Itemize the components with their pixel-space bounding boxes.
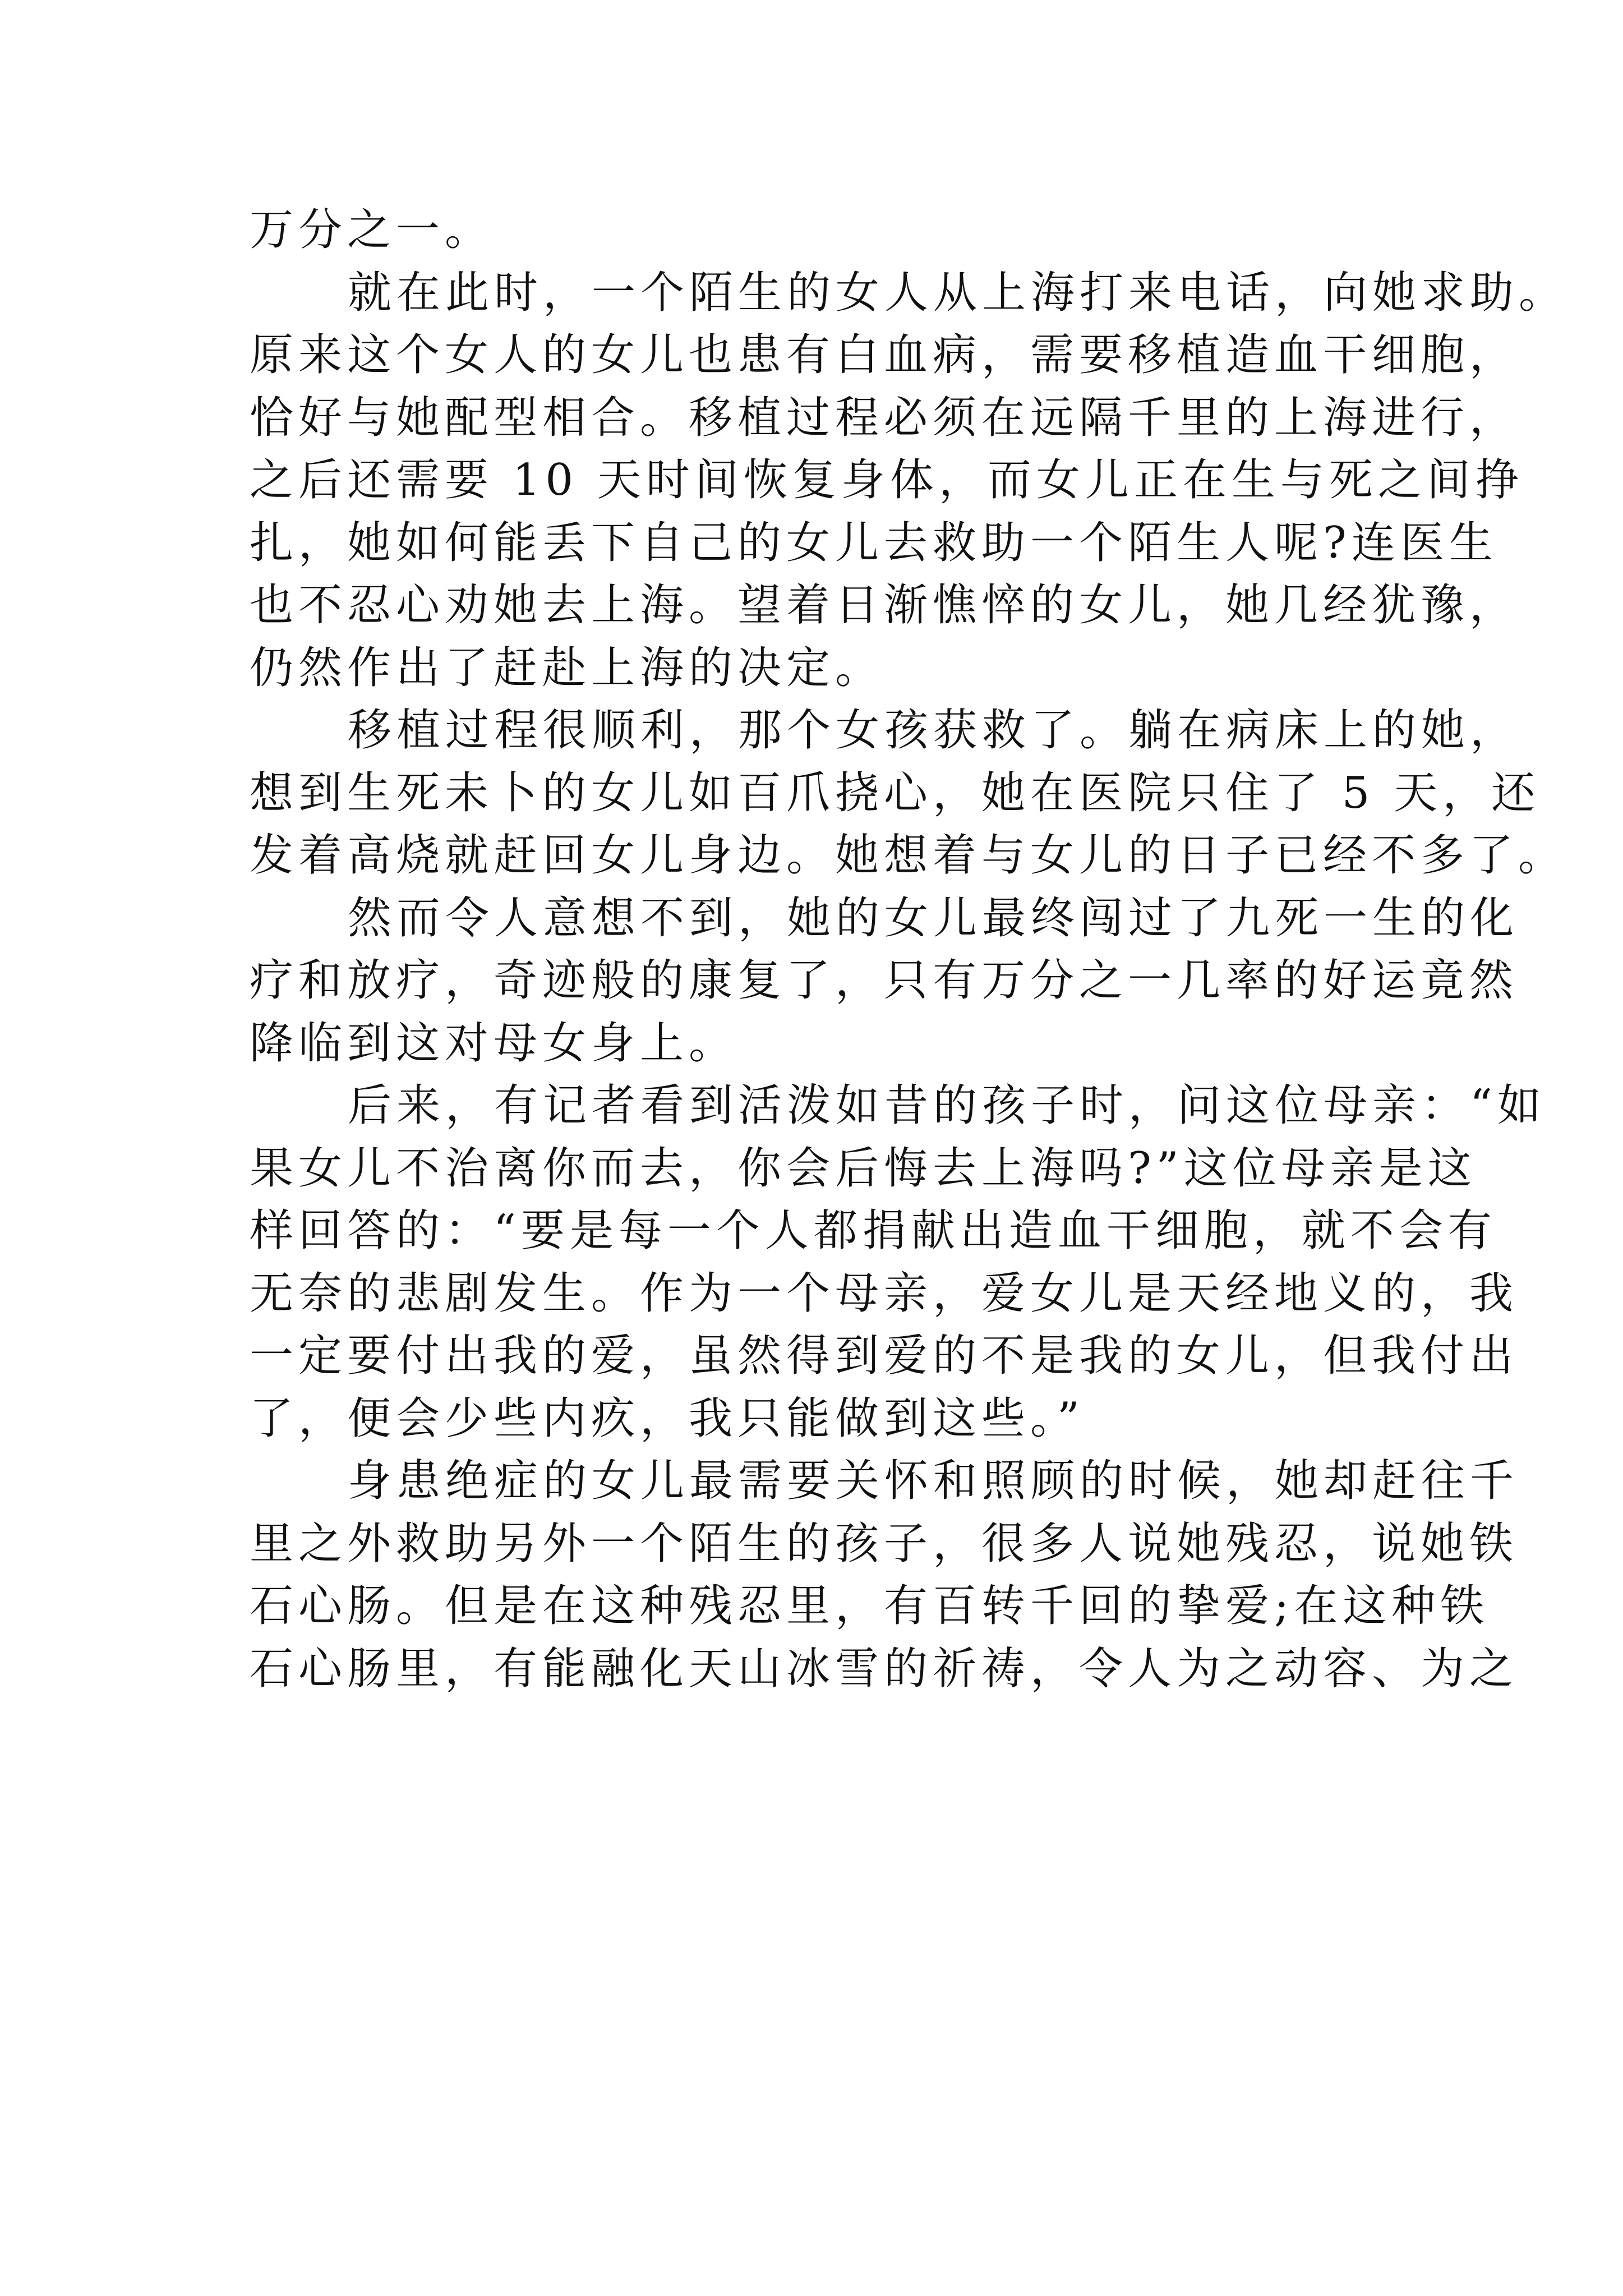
paragraph-5 [250, 1075, 1546, 1450]
text-line: 降临到这对母女身上。 [250, 1018, 738, 1069]
paragraph-2 [250, 262, 1568, 700]
body-text [250, 199, 1568, 1700]
paragraph-4 [250, 887, 1519, 1075]
text-line: 样回答的：“要是每一个人都捐献出造血干细胞，就不会有 [250, 1205, 1497, 1256]
text-line: 了，便会少些内疚，我只能做到这些。” [250, 1393, 1085, 1444]
text-line: 里之外救助另外一个陌生的孩子，很多人说她残忍，说她铁 [250, 1518, 1519, 1569]
text-line: 身患绝症的女儿最需要关怀和照顾的时候，她却赶往千 [348, 1456, 1519, 1506]
text-line: 一定要付出我的爱，虽然得到爱的不是我的女儿，但我付出 [250, 1331, 1519, 1381]
text-line: 仍然作出了赶赴上海的决定。 [250, 642, 884, 693]
text-line: 想到生死未卜的女儿如百爪挠心，她在医院只住了 5 天，还 [250, 767, 1541, 818]
text-line: 扎，她如何能丢下自己的女儿去救助一个陌生人呢?连医生 [250, 517, 1498, 568]
text-line: 石心肠。但是在这种残忍里，有百转千回的挚爱;在这种铁 [250, 1581, 1490, 1631]
text-line: 然而令人意想不到，她的女儿最终闯过了九死一生的化 [348, 892, 1519, 944]
text-line: 石心肠里，有能融化天山冰雪的祈祷，令人为之动容、为之 [250, 1643, 1519, 1694]
text-line: 移植过程很顺利，那个女孩获救了。躺在病床上的她， [348, 705, 1519, 756]
paragraph-1 [250, 199, 1388, 262]
text-line: 之后还需要 10 天时间恢复身体，而女儿正在生与死之间挣 [250, 455, 1524, 505]
text-line: 发着高烧就赶回女儿身边。她想着与女儿的日子已经不多了。 [250, 830, 1567, 881]
text-line: 恰好与她配型相合。移植过程必须在远隔千里的上海进行， [250, 392, 1519, 443]
text-line: 也不忍心劝她去上海。望着日渐憔悴的女儿，她几经犹豫， [250, 580, 1519, 631]
text-line: 后来，有记者看到活泼如昔的孩子时，问这位母亲：“如 [348, 1080, 1546, 1131]
text-line: 无奈的悲剧发生。作为一个母亲，爱女儿是天经地义的，我 [250, 1268, 1519, 1319]
paragraph-3 [250, 700, 1567, 887]
text-line: 原来这个女人的女儿也患有白血病，需要移植造血干细胞， [250, 330, 1519, 380]
text-line: 疗和放疗，奇迹般的康复了，只有万分之一几率的好运竟然 [250, 955, 1519, 1006]
text-line: 万分之一。 [250, 205, 494, 255]
text-line: 就在此时，一个陌生的女人从上海打来电话，向她求助。 [348, 267, 1568, 318]
paragraph-6 [250, 1450, 1519, 1700]
text-line: 果女儿不治离你而去，你会后悔去上海吗?”这位母亲是这 [250, 1143, 1477, 1194]
